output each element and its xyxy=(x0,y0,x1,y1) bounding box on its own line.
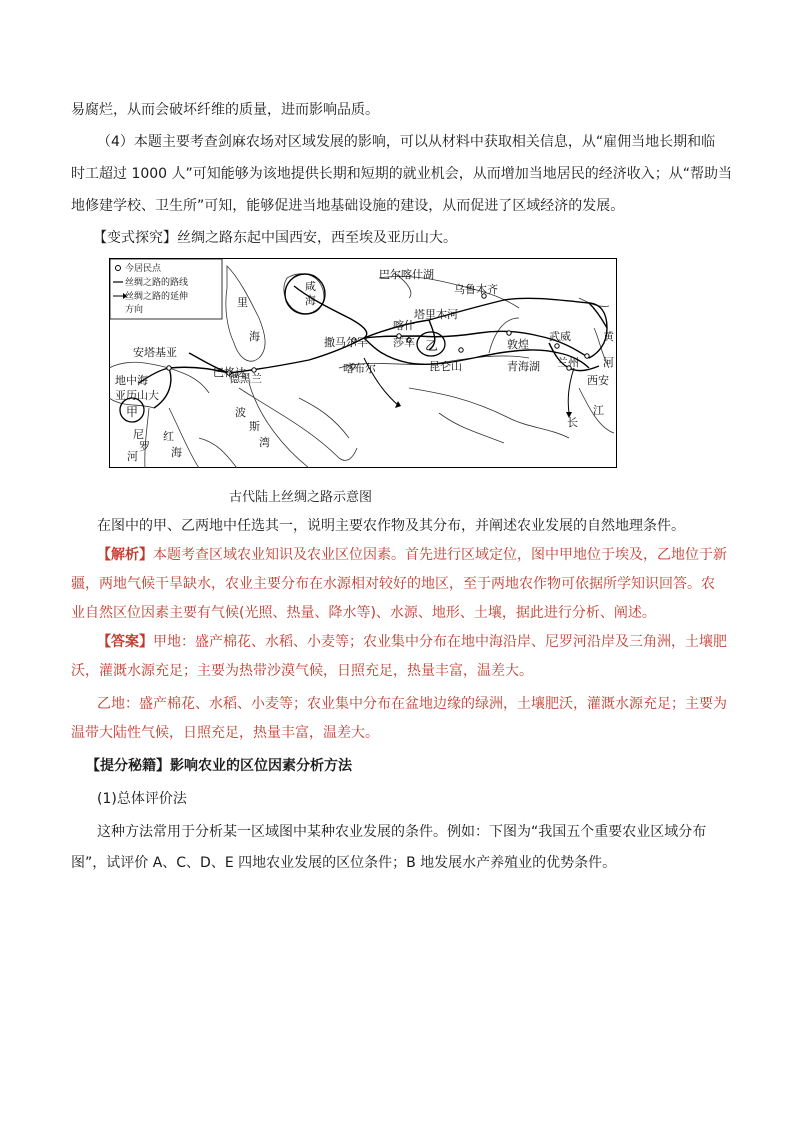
tarim-label: 塔里木河 xyxy=(414,308,458,321)
caspian-label-2: 海 xyxy=(249,330,260,343)
legend-settlement: 今居民点 xyxy=(125,264,162,274)
map-legend xyxy=(110,259,222,319)
wuwei-label: 武威 xyxy=(549,330,571,343)
antioch-label: 安塔基亚 xyxy=(133,346,177,359)
alexandria-label: 亚历山大 xyxy=(115,389,159,402)
question-text: 在图中的甲、乙两地中任选其一，说明主要农作物及其分布，并阐述农业发展的自然地理条件。 xyxy=(97,518,685,534)
balkhash-label: 巴尔喀什湖 xyxy=(379,268,434,281)
caspian-label-1: 里 xyxy=(237,296,248,309)
aral-label-1: 咸 xyxy=(305,280,316,293)
silk-road-map xyxy=(109,258,617,468)
answer-line1 xyxy=(97,632,727,652)
map-caption: 古代陆上丝绸之路示意图 xyxy=(229,490,373,505)
legend-extension-1: 丝绸之路的延伸 xyxy=(125,292,189,302)
para-4-line3: 地修建学校、卫生所”可知，能够促进当地基础设施的建设，从而促进了区域经济的发展。 xyxy=(71,198,625,214)
nile-label-3: 河 xyxy=(127,450,138,463)
kabul-label: 喀布尔 xyxy=(343,362,376,375)
yarkand-label: 莎车 xyxy=(393,336,415,349)
baghdad-label: 巴格达 xyxy=(213,366,246,379)
settlement-icon xyxy=(116,266,121,271)
urumqi-label: 乌鲁木齐 xyxy=(454,283,498,296)
xian-label: 西安 xyxy=(587,374,609,387)
answer-text: 甲地：盛产棉花、水稻、小麦等；农业集中分布在地中海沿岸、尼罗河沿岸及三角洲，土壤肥 xyxy=(153,634,727,650)
persian-gulf-label-1: 波 xyxy=(235,406,246,419)
nile-label-2: 罗 xyxy=(139,440,150,453)
answer-yi-line2: 温带大陆性气候，日照充足，热量丰富，温差大。 xyxy=(71,725,379,741)
kashgar-label: 喀什 xyxy=(393,319,415,332)
yangtze-label-1: 江 xyxy=(593,404,604,417)
method-line2: 图”，试评价 A、C、D、E 四地农业发展的区位条件；B 地发展水产养殖业的优势条件。 xyxy=(71,855,617,871)
persian-gulf-label-2: 斯 xyxy=(249,420,260,433)
yellow-river-label-1: 黄 xyxy=(603,330,614,343)
legend-extension-2: 方向 xyxy=(125,305,144,315)
para-4-line2: 时工超过 1000 人”可知能够为该地提供长期和短期的就业机会，从而增加当地居民的经济收入；从“帮助当 xyxy=(71,166,733,182)
method-heading: (1)总体评价法 xyxy=(97,791,187,807)
analysis-line3: 业自然区位因素主要有气候(光照、热量、降水等)、水源、地形、土壤，据此进行分析、阐述。 xyxy=(71,605,656,621)
red-sea-label-1: 红 xyxy=(163,430,174,443)
qinghai-label: 青海湖 xyxy=(507,360,540,373)
aral-label-2: 海 xyxy=(305,294,316,307)
tehran-label: 德黑兰 xyxy=(229,372,262,385)
nile-label-1: 尼 xyxy=(133,428,144,441)
dunhuang-label: 敦煌 xyxy=(507,338,529,351)
para-continuation: 易腐烂，从而会破坏纤维的质量，进而影响品质。 xyxy=(71,102,379,118)
answer-label: 【答案】 xyxy=(97,634,153,650)
variant-heading: 【变式探究】丝绸之路东起中国西安，西至埃及亚历山大。 xyxy=(93,230,457,246)
para-4-line1: （4）本题主要考查剑麻农场对区域发展的影响，可以从材料中获取相关信息，从“雇佣当地长期和临 xyxy=(97,134,716,150)
red-sea-label-2: 海 xyxy=(171,446,182,459)
yellow-river-label-2: 河 xyxy=(603,356,614,369)
tips-heading: 【提分秘籍】影响农业的区位因素分析方法 xyxy=(86,758,352,774)
analysis-label: 【解析】 xyxy=(97,547,153,563)
yangtze-label-2: 长 xyxy=(567,416,578,429)
jia-label: 甲 xyxy=(126,405,139,419)
samarkand-label: 撒马尔罕 xyxy=(324,336,368,349)
kunlun-label: 昆仑山 xyxy=(429,360,462,373)
analysis-line2: 疆，两地气候干旱缺水，农业主要分布在水源相对较好的地区，至于两地农作物可依据所学知识回答。农 xyxy=(71,576,715,592)
method-line1: 这种方法常用于分析某一区域图中某种农业发展的条件。例如：下图为“我国五个重要农业区域分布 xyxy=(97,824,707,840)
persian-gulf-label-3: 湾 xyxy=(259,436,270,449)
analysis-text: 本题考查区域农业知识及农业区位因素。首先进行区域定位，图中甲地位于埃及，乙地位于新 xyxy=(153,547,727,563)
analysis-line1 xyxy=(97,545,727,565)
mediterranean-label: 地中海 xyxy=(115,374,148,387)
lanzhou-label: 兰州 xyxy=(557,356,579,369)
yi-label: 乙 xyxy=(425,339,439,354)
answer-line2: 沃，灌溉水源充足；主要为热带沙漠气候，日照充足，热量丰富，温差大。 xyxy=(71,663,533,679)
legend-route: 丝绸之路的路线 xyxy=(125,278,189,288)
answer-yi-line1: 乙地：盛产棉花、水稻、小麦等；农业集中分布在盆地边缘的绿洲，土壤肥沃，灌溉水源充足；主要为 xyxy=(97,696,727,712)
